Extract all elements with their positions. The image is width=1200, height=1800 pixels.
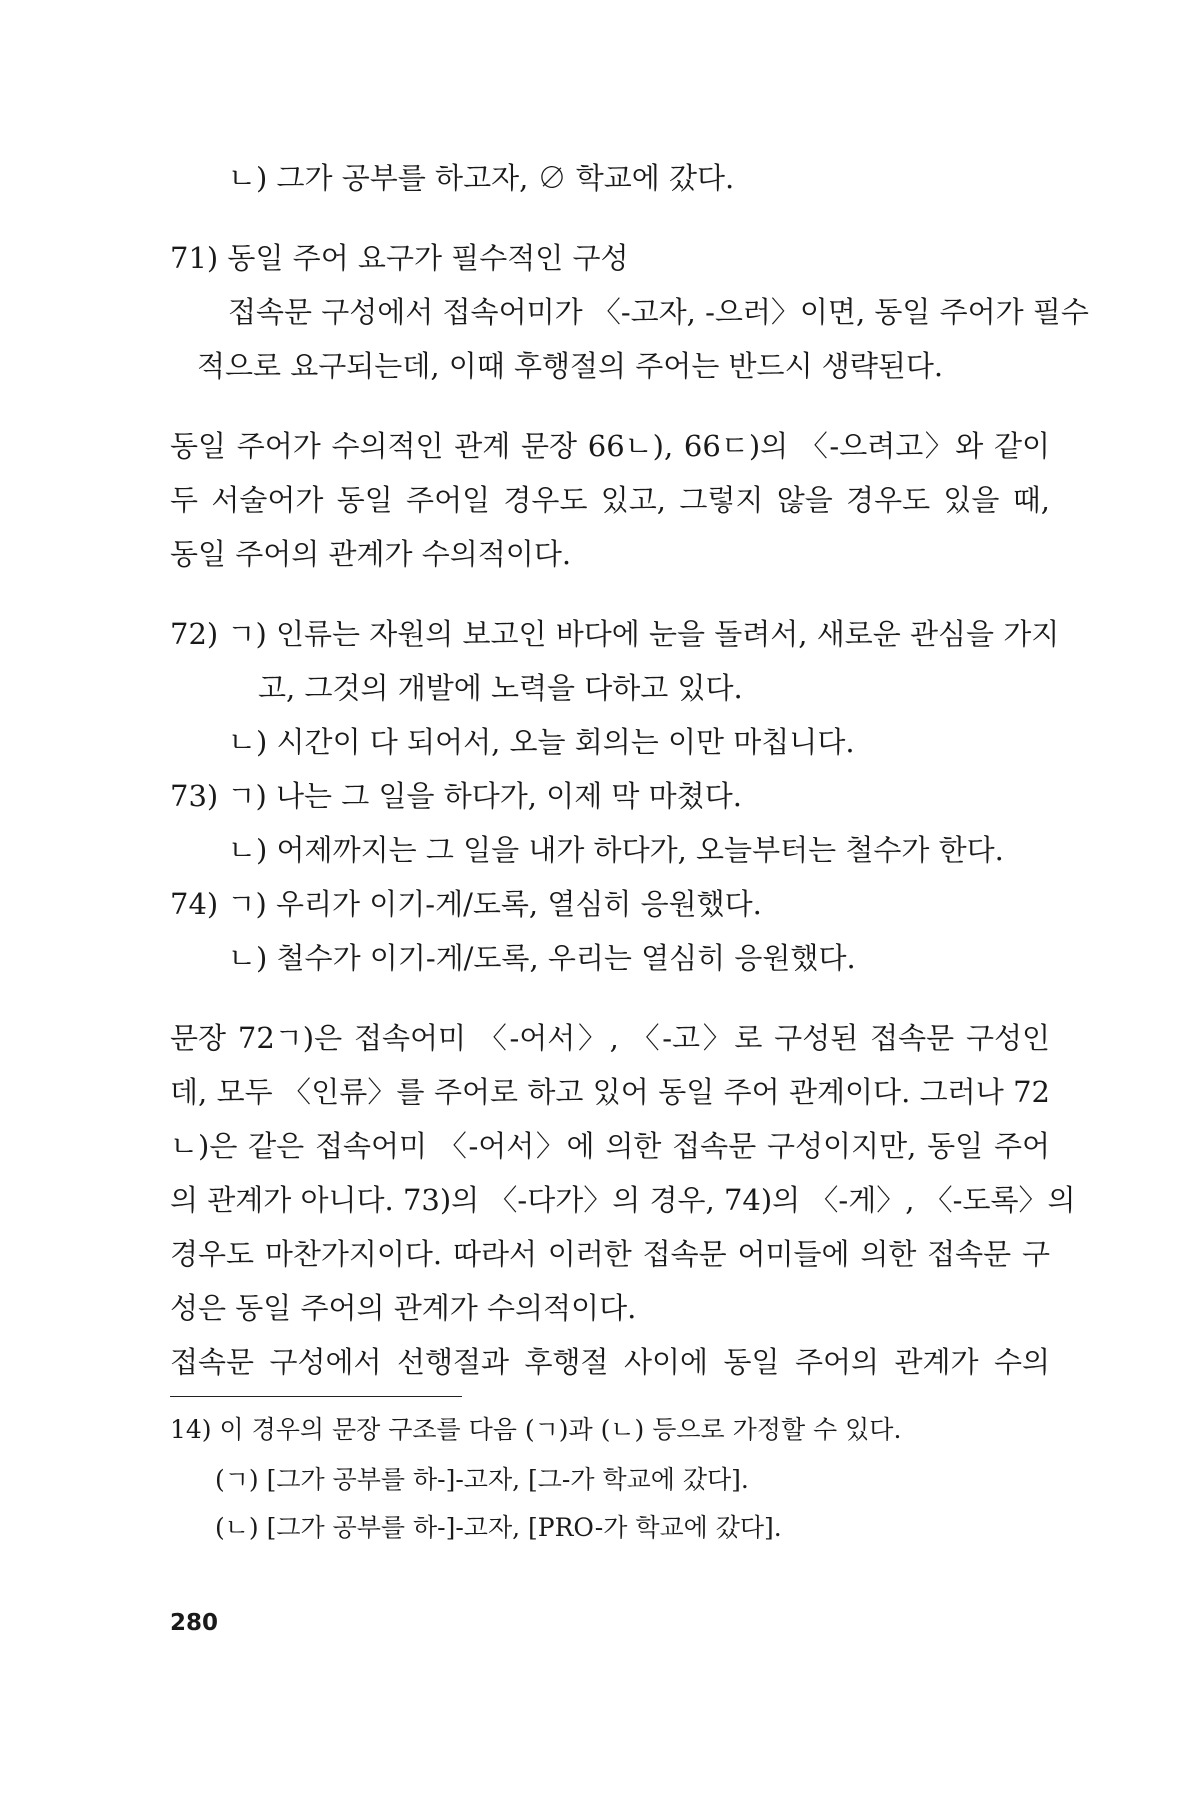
paragraph-3-line-1: 접속문 구성에서 선행절과 후행절 사이에 동일 주어의 관계가 수의 (170, 1345, 1050, 1379)
rule-71-line-2: 적으로 요구되는데, 이때 후행절의 주어는 반드시 생략된다. (197, 349, 944, 383)
footnote-14-line-1: 14) 이 경우의 문장 구조를 다음 (ㄱ)과 (ㄴ) 등으로 가정할 수 있다. (170, 1415, 902, 1444)
example-70b: ㄴ) 그가 공부를 하고자, ∅ 학교에 갔다. (228, 161, 735, 195)
paragraph-2-line-5: 경우도 마찬가지이다. 따라서 이러한 접속문 어미들에 의한 접속문 구 (170, 1237, 1050, 1271)
example-73b: ㄴ) 어제까지는 그 일을 내가 하다가, 오늘부터는 철수가 한다. (228, 833, 1004, 867)
paragraph-1-line-1: 동일 주어가 수의적인 관계 문장 66ㄴ), 66ㄷ)의 〈-으려고〉와 같이 (170, 429, 1050, 463)
paragraph-2-line-3: ㄴ)은 같은 접속어미 〈-어서〉에 의한 접속문 구성이지만, 동일 주어 (170, 1129, 1050, 1163)
example-74b: ㄴ) 철수가 이기-게/도록, 우리는 열심히 응원했다. (228, 941, 856, 975)
example-72b: ㄴ) 시간이 다 되어서, 오늘 회의는 이만 마칩니다. (228, 725, 855, 759)
paragraph-2-line-1: 문장 72ㄱ)은 접속어미 〈-어서〉, 〈-고〉로 구성된 접속문 구성인 (170, 1021, 1050, 1055)
footnote-14-line-2: (ㄱ) [그가 공부를 하-]-고자, [그-가 학교에 갔다]. (215, 1465, 749, 1494)
paragraph-1-line-2: 두 서술어가 동일 주어일 경우도 있고, 그렇지 않을 경우도 있을 때, (170, 483, 1050, 517)
example-73a: 73) ㄱ) 나는 그 일을 하다가, 이제 막 마쳤다. (170, 779, 742, 813)
paragraph-2-line-4: 의 관계가 아니다. 73)의 〈-다가〉의 경우, 74)의 〈-게〉, 〈-도록〉의 (170, 1183, 1076, 1217)
paragraph-2-line-2: 데, 모두 〈인류〉를 주어로 하고 있어 동일 주어 관계이다. 그러나 72 (170, 1075, 1050, 1109)
example-72a-line-2: 고, 그것의 개발에 노력을 다하고 있다. (258, 671, 743, 705)
rule-71-heading: 71) 동일 주어 요구가 필수적인 구성 (170, 241, 629, 275)
page-number: 280 (170, 1610, 219, 1636)
footnote-rule (170, 1396, 462, 1397)
example-72a-line-1: 72) ㄱ) 인류는 자원의 보고인 바다에 눈을 돌려서, 새로운 관심을 가지 (170, 617, 1060, 651)
paragraph-2-line-6: 성은 동일 주어의 관계가 수의적이다. (170, 1291, 637, 1325)
rule-71-line-1: 접속문 구성에서 접속어미가 〈-고자, -으러〉이면, 동일 주어가 필수 (228, 295, 1089, 329)
paragraph-1-line-3: 동일 주어의 관계가 수의적이다. (170, 537, 572, 571)
example-74a: 74) ㄱ) 우리가 이기-게/도록, 열심히 응원했다. (170, 887, 762, 921)
footnote-14-line-3: (ㄴ) [그가 공부를 하-]-고자, [PRO-가 학교에 갔다]. (215, 1513, 782, 1542)
